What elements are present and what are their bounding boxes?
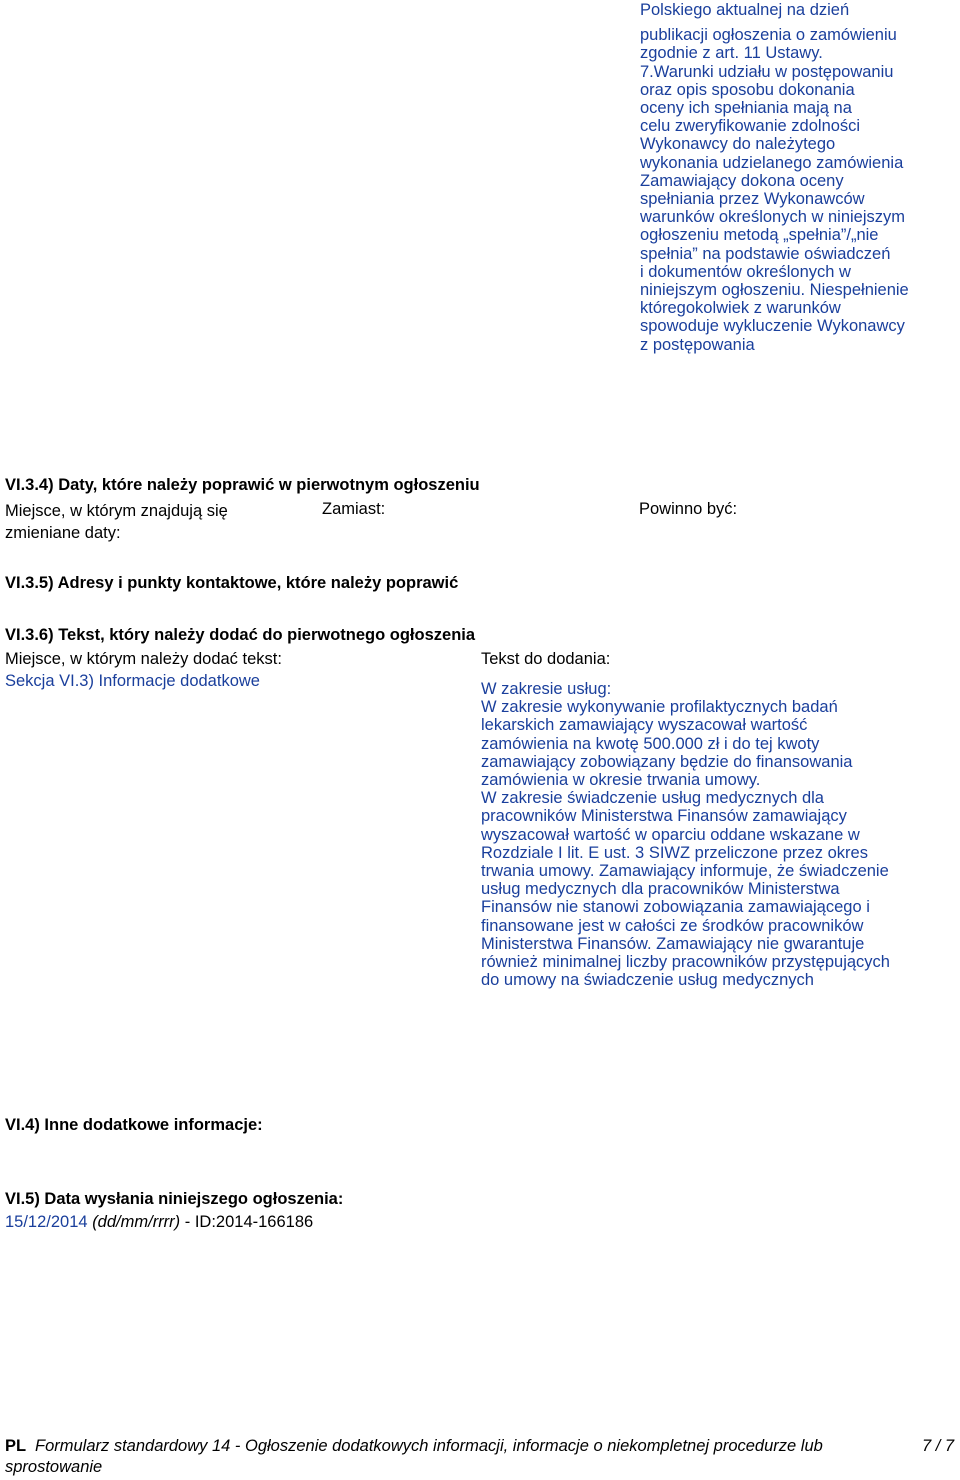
footer-page-number: 7 / 7 [922, 1437, 955, 1455]
added-text-line: W zakresie wykonywanie profilaktycznych badań [481, 698, 838, 717]
added-text-line: W zakresie świadczenie usług medycznych dla [481, 789, 824, 808]
section-vi5-heading: VI.5) Data wysłania niniejszego ogłoszenia: [5, 1190, 344, 1208]
added-text-line: Ministerstwa Finansów. Zamawiający nie gwarantuje [481, 934, 865, 953]
continuation-line: oceny ich spełniania mają na [640, 99, 852, 118]
notice-id: - ID:2014-166186 [184, 1213, 314, 1231]
vi36-text-value [481, 679, 959, 989]
added-text-line: lekarskich zamawiający wyszacował wartość [481, 716, 808, 735]
continuation-line: spełniania przez Wykonawców [640, 190, 865, 209]
vi36-place-value: Sekcja VI.3) Informacje dodatkowe [5, 672, 260, 690]
continuation-line: Wykonawcy do należytego [640, 135, 836, 154]
added-text-line: W zakresie usług: [481, 680, 612, 698]
added-text-line: finansowane jest w całości ze środków pracowników [481, 916, 864, 935]
vi36-text-lines [481, 680, 959, 989]
continuation-line: publikacji ogłoszenia o zamówieniu [640, 26, 897, 45]
added-text-line: Rozdziale I lit. E ust. 3 SIWZ przeliczone przez okres [481, 843, 868, 862]
vi34-should-be-label: Powinno być: [639, 500, 738, 518]
continuation-lines [640, 26, 958, 354]
added-text-line: wyszacował wartość w oparciu oddane wskazane w [481, 825, 860, 844]
continuation-line: któregokolwiek z warunków [640, 299, 841, 318]
continuation-line: z postępowania [640, 335, 755, 354]
continuation-line: oraz opis sposobu dokonania [640, 80, 855, 99]
added-text-line: zamówienia na kwotę 500.000 zł i do tej kwoty [481, 734, 820, 753]
continuation-line: spełnia” na podstawie oświadczeń [640, 244, 891, 263]
section-vi36-heading: VI.3.6) Tekst, który należy dodać do pierwotnego ogłoszenia [5, 626, 476, 644]
dispatch-date: 15/12/2014 [5, 1213, 88, 1231]
section-vi34-heading: VI.3.4) Daty, które należy poprawić w pierwotnym ogłoszeniu [5, 476, 480, 494]
footer-form-title-continued: sprostowanie [5, 1458, 103, 1476]
section-vi35-heading: VI.3.5) Adresy i punkty kontaktowe, które należy poprawić [5, 574, 459, 592]
continuation-line: ogłoszeniu metodą „spełnia”/„nie [640, 226, 879, 245]
continuation-first-line: Polskiego aktualnej na dzień [640, 1, 850, 19]
continuation-line: warunków określonych w niniejszym [640, 208, 906, 227]
continuation-line: i dokumentów określonych w [640, 262, 851, 281]
added-text-line: trwania umowy. Zamawiający informuje, że świadczenie [481, 862, 889, 881]
footer-form-title: Formularz standardowy 14 - Ogłoszenie dodatkowych informacji, informacje o niekompletnej procedurze lub [35, 1437, 823, 1455]
vi36-place-label: Miejsce, w którym należy dodać tekst: [5, 650, 282, 668]
added-text-line: do umowy na świadczenie usług medycznych [481, 971, 814, 990]
section-vi4-heading: VI.4) Inne dodatkowe informacje: [5, 1116, 263, 1134]
added-text-line: pracowników Ministerstwa Finansów zamawiający [481, 807, 847, 826]
continuation-line: wykonania udzielanego zamówienia [640, 153, 904, 172]
previous-field-continuation [640, 0, 958, 354]
footer-language: PL [5, 1437, 27, 1455]
vi34-place-label: Miejsce, w którym znajdują się zmieniane daty: [5, 502, 228, 542]
continuation-line: niniejszym ogłoszeniu. Niespełnienie [640, 281, 909, 300]
added-text-line: Finansów nie stanowi zobowiązania zamawiającego i [481, 898, 870, 917]
continuation-line: 7.Warunki udziału w postępowaniu [640, 62, 894, 81]
vi34-instead-label: Zamiast: [322, 500, 386, 518]
added-text-line: zamawiający zobowiązany będzie do finansowania [481, 752, 853, 771]
continuation-line: celu zweryfikowanie zdolności [640, 117, 861, 136]
added-text-line: również minimalnej liczby pracowników przystępujących [481, 953, 890, 972]
vi5-date-row [5, 1213, 313, 1232]
continuation-line: Zamawiający dokona oceny [640, 171, 844, 190]
added-text-line: zamówienia w okresie trwania umowy. [481, 771, 761, 790]
continuation-line: spowoduje wykluczenie Wykonawcy [640, 317, 905, 336]
vi36-text-label: Tekst do dodania: [481, 650, 611, 668]
added-text-line: usług medycznych dla pracowników Ministerstwa [481, 880, 840, 899]
date-format-hint: (dd/mm/rrrr) [92, 1213, 181, 1231]
continuation-line: zgodnie z art. 11 Ustawy. [640, 44, 823, 63]
